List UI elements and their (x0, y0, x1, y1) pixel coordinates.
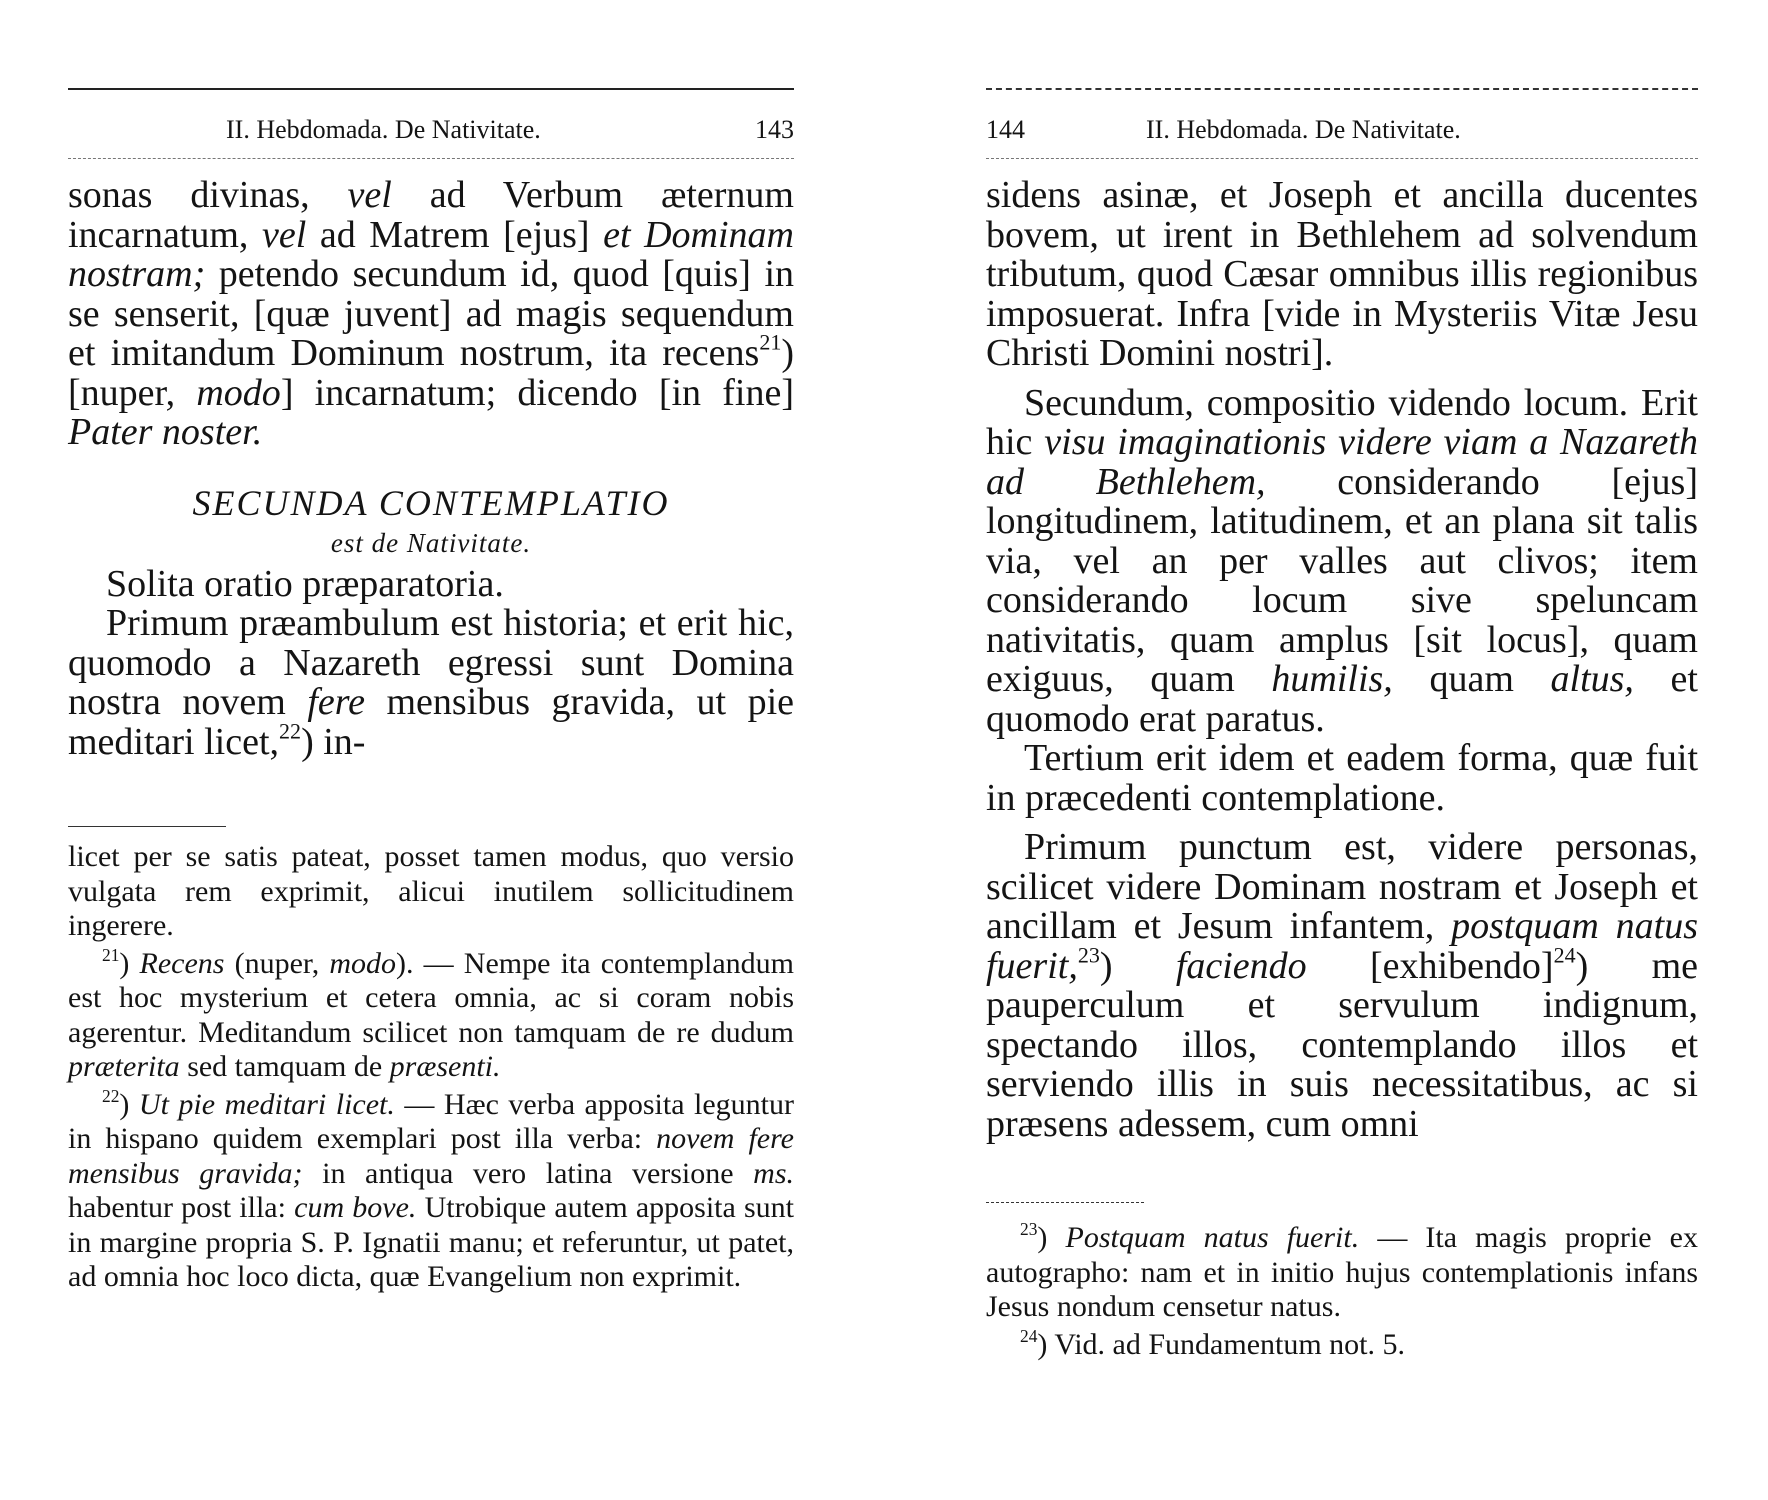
paragraph: sidens asinæ, et Joseph et ancilla ducentes bovem, ut irent in Bethlehem ad solvendum tributum, quod Cæsar omnibus illis regionibus imposuerat. Infra [vide in Mysteriis Vitæ Jesu Christi Domini nostri]. (986, 174, 1698, 374)
footnote-rule (68, 826, 226, 827)
footnotes (986, 1218, 1698, 1362)
paragraph: Primum punctum est, videre personas, scilicet videre Dominam nostram et Joseph et ancillam et Jesum infantem, postquam natus fuerit,$^{23}$) faciendo [exhibendo]$^{24}$) me pauperculum et servulum indignum, spectando illos, contemplando illos et serviendo illis in suis necessitatibus, ac si præsens adessem, cum omni (986, 826, 1699, 1145)
footnote: $^{22}$) Ut pie meditari licet. — Hæc verba apposita leguntur in hispano quidem exemplari post illa verba: novem fere mensibus gravida; in antiqua vero latina versione ms. habentur post illa: cum bove. Utrobique autem apposita sunt in margine propria S. P. Ignatii manu; et referuntur, ut patet, ad omnia hoc loco dicta, quæ Evangelium non exprimit. (68, 1085, 795, 1293)
footnote: licet per se satis pateat, posset tamen modus, quo versio vulgata rem exprimit, alicui inutilem sollicitudinem ingerere. (68, 840, 794, 942)
footnote-rule (986, 1202, 1144, 1203)
footnote: $^{23}$) Postquam natus fuerit. — Ita magis proprie ex autographo: nam et in initio hujus contemplationis infans Jesus nondum censetur natus. (986, 1218, 1698, 1323)
main-text (986, 176, 1698, 1144)
paragraph: Solita oratio præparatoria. (106, 562, 504, 605)
section-heading: SECUNDA CONTEMPLATIO (192, 482, 670, 523)
page-number: 143 (755, 115, 794, 144)
footnote-ref: 24 (1553, 942, 1576, 968)
top-rule (986, 88, 1698, 90)
running-head-title: II. Hebdomada. De Nativitate. (226, 115, 541, 144)
page-number: 144 (986, 115, 1025, 144)
paragraph: Tertium erit idem et eadem forma, quæ fuit in præcedenti contemplatione. (986, 737, 1698, 819)
paragraph: sonas divinas, vel ad Verbum æternum incarnatum, vel ad Matrem [ejus] et Dominam nostram; petendo secundum id, quod [quis] in se senserit, [quæ juvent] ad magis sequendum et imitandum Dominum nostrum, ita recens$^{21}$) [nuper, modo] incarnatum; dicendo [in fine] Pater noster. (68, 174, 794, 453)
footnote-ref: 23 (1077, 942, 1100, 968)
footnote: $^{21}$) Recens (nuper, modo). — Nempe ita contemplandum est hoc mysterium et cetera omnia, ac si coram nobis agerentur. Meditandum scilicet non tamquam de re dudum præterita sed tamquam de præsenti. (68, 944, 794, 1083)
section-subheading: est de Nativitate. (330, 527, 532, 558)
footnote-ref: 21 (759, 329, 782, 355)
paragraph: Secundum, compositio videndo locum. Erit hic visu imaginationis videre viam a Nazareth ad Bethlehem, considerando [ejus] longitudinem, latitudinem, et an plana sit talis via, vel an per valles aut clivos; item considerando locum sive speluncam nativitatis, quam amplus [sit locus], quam exiguus, quam humilis, quam altus, et quomodo erat paratus. (986, 381, 1698, 740)
footnote: $^{24}$) Vid. ad Fundamentum not. 5. (1020, 1325, 1406, 1361)
running-head-title: II. Hebdomada. De Nativitate. (1146, 115, 1461, 144)
head-rule (986, 158, 1698, 159)
top-rule (68, 88, 794, 90)
paragraph: Primum præambulum est historia; et erit hic, quomodo a Nazareth egressi sunt Domina nostra novem fere mensibus gravida, ut pie meditari licet,$^{22}$) in- (68, 602, 794, 763)
footnote-ref: 22 (279, 718, 302, 744)
head-rule (68, 158, 794, 159)
footnotes (68, 840, 794, 1295)
main-text (68, 176, 794, 762)
running-head (986, 114, 1698, 146)
running-head (68, 114, 794, 146)
